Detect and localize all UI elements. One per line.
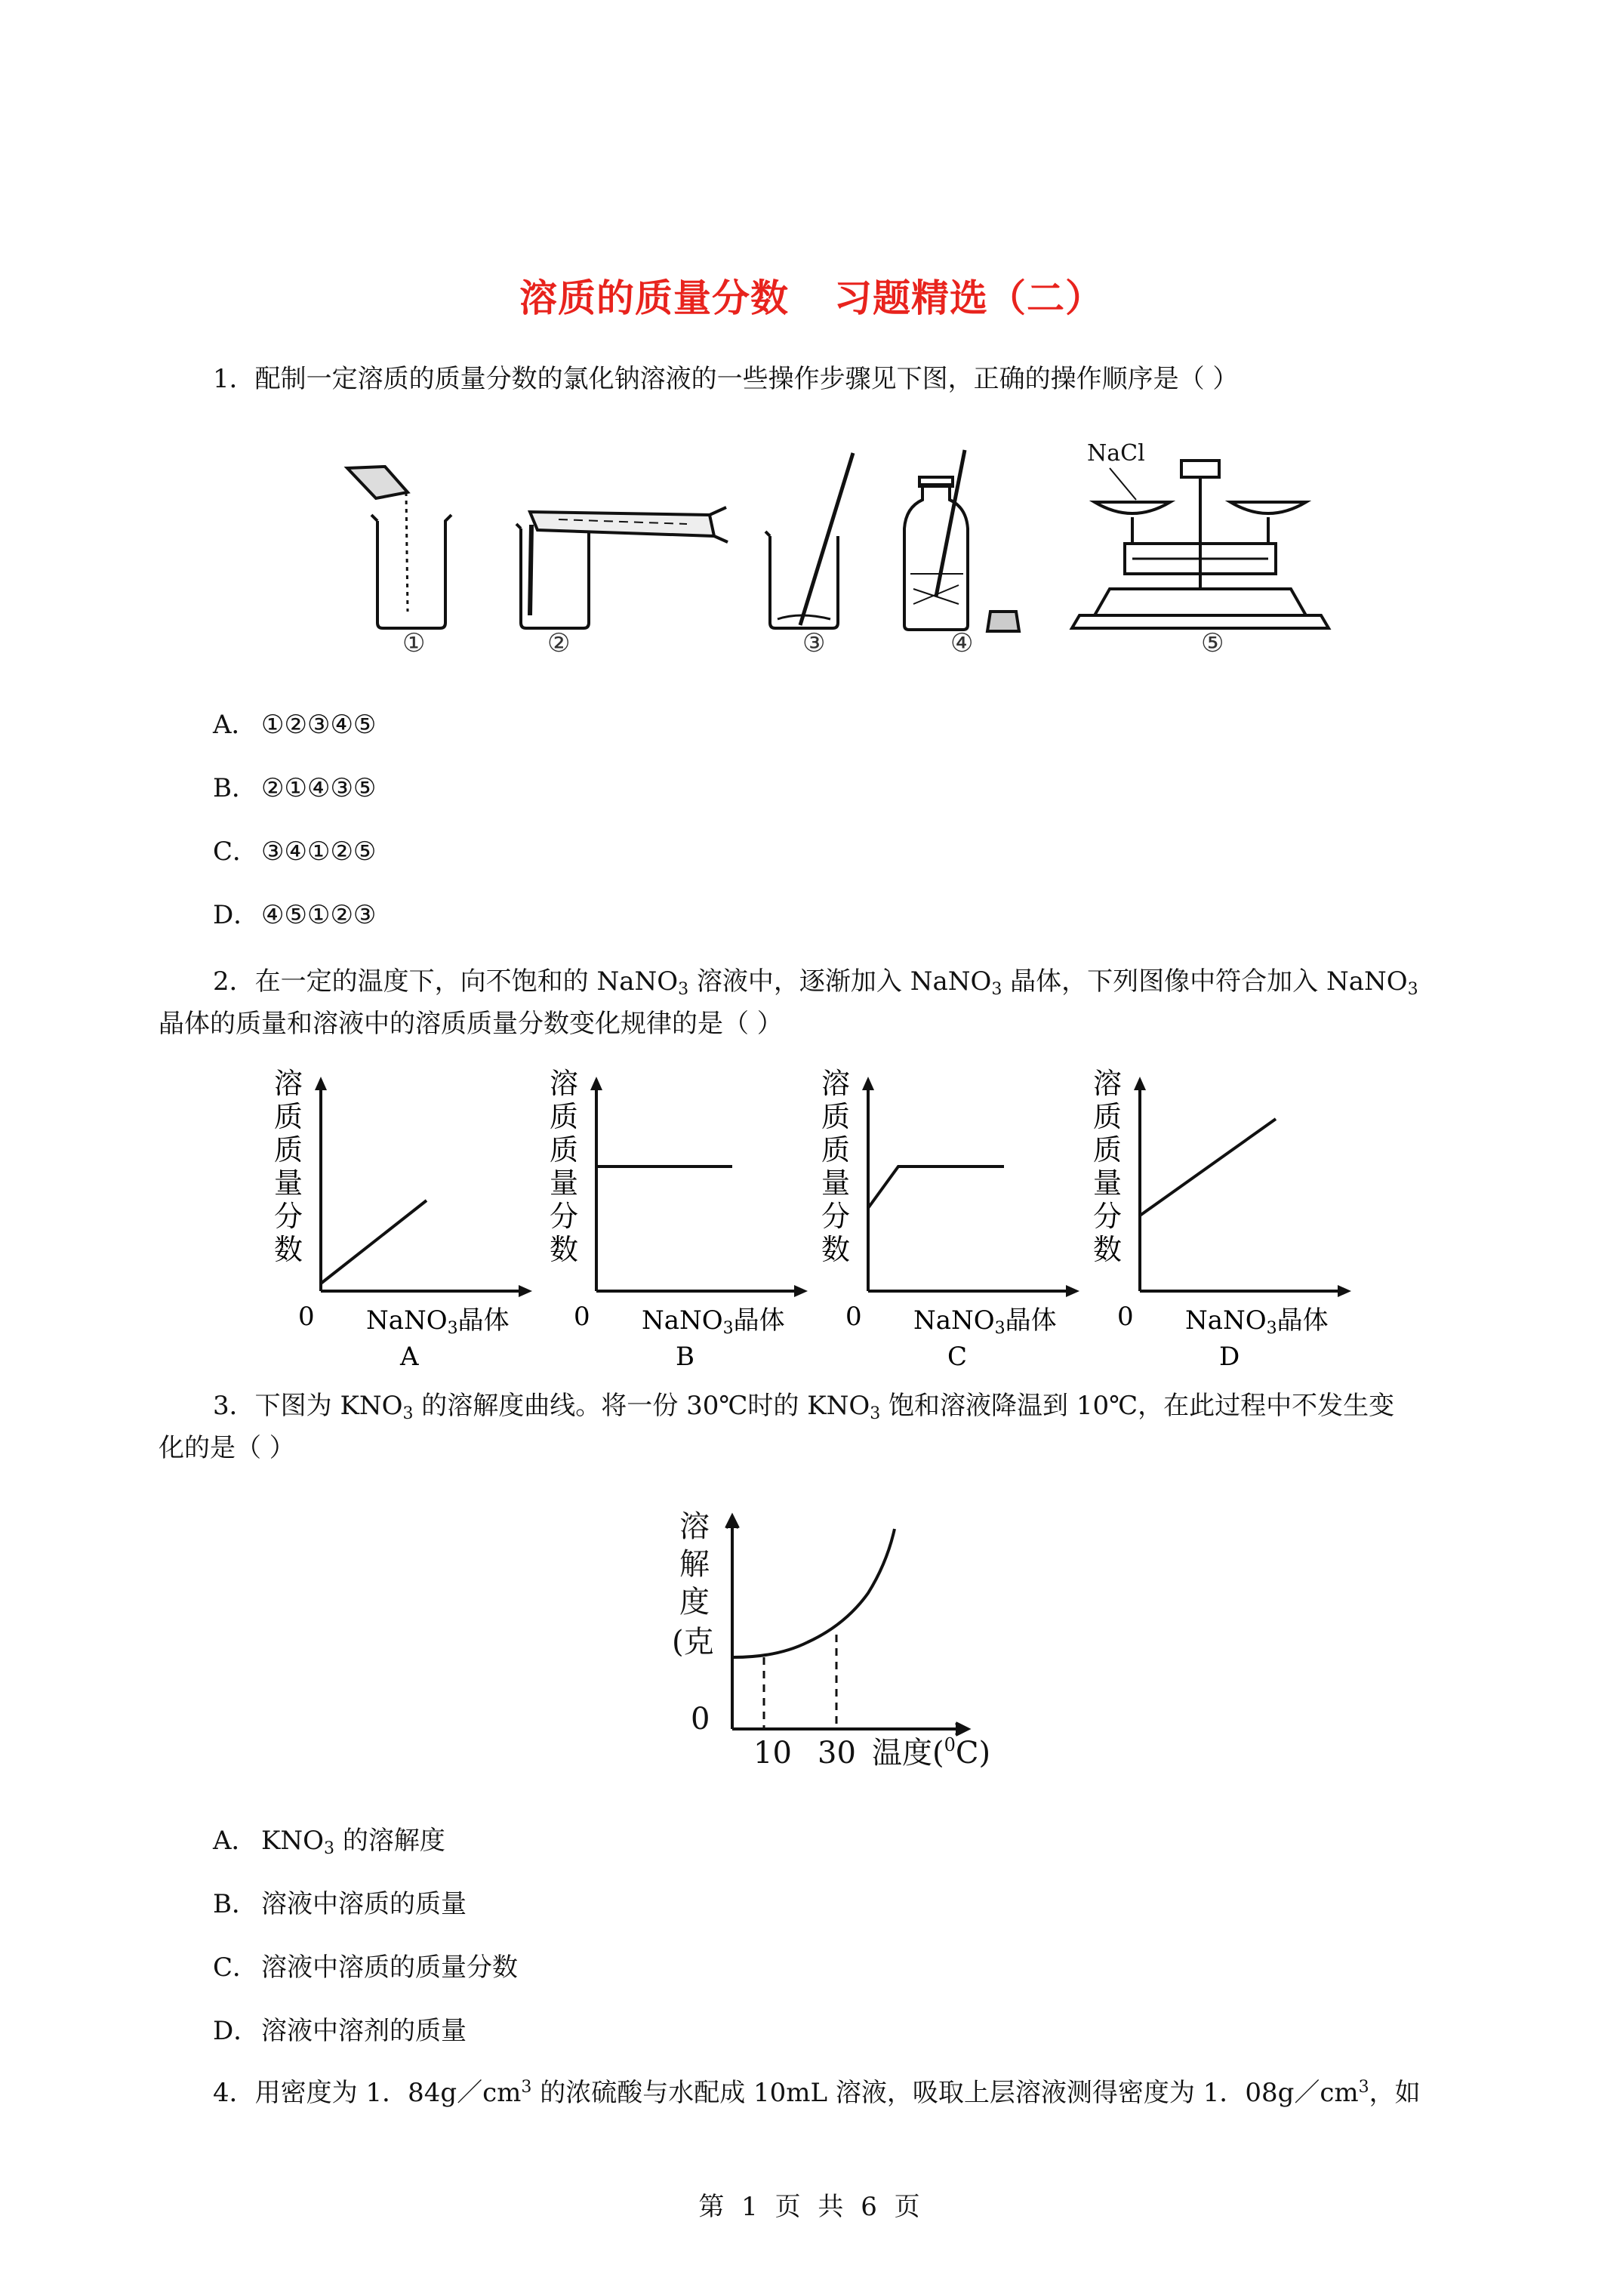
q1-option-a[interactable]: A． ①②③④⑤ [213, 710, 377, 740]
svg-text:温度(0C): 温度($^0$C) [872, 1734, 991, 1771]
x-axis-label: NaNO3晶体 [366, 1305, 510, 1338]
y-axis-label-char: 数 [550, 1233, 579, 1266]
title-sub: 习题精选（二） [834, 276, 1104, 320]
svg-text:解: 解 [679, 1547, 710, 1582]
origin-label: 0 [298, 1302, 315, 1332]
question-3-line1: 3．下图为 $KNO_3$ 的溶解度曲线。将一份 30℃时的 $KNO_3$ 饱和溶液降温到 10℃，在此过程中不发生变 [213, 1391, 1395, 1423]
title-main: 溶质的质量分数 [519, 276, 789, 320]
y-axis-label-char: 质 [274, 1100, 303, 1133]
q3-option-a[interactable]: A． $KNO_3$ 的溶解度 [213, 1826, 445, 1858]
x-axis-label: NaNO3晶体 [642, 1305, 785, 1338]
y-axis-label-char: 质 [274, 1133, 303, 1166]
step-label-3: ③ [802, 628, 826, 658]
q2-graph-b [544, 1065, 815, 1367]
step-label-1: ① [402, 628, 426, 658]
q2-graph-d [1087, 1065, 1359, 1367]
q1-option-d[interactable]: D．④⑤①②③ [213, 900, 377, 930]
question-3-line2: 化的是（ ） [159, 1433, 295, 1463]
question-2-line2: 晶体的质量和溶液中的溶质质量分数变化规律的是（ ） [159, 1009, 783, 1039]
q3-option-d[interactable]: D．溶液中溶剂的质量 [213, 2016, 467, 2046]
q2-curve [868, 1166, 1004, 1208]
y-axis-label-char: 质 [821, 1100, 851, 1133]
x-axis-label: NaNO3晶体 [1185, 1305, 1329, 1338]
origin-label: 0 [845, 1302, 862, 1332]
y-axis-label-char: 质 [550, 1100, 579, 1133]
question-2-line1: 2．在一定的温度下，向不饱和的 NaNO$_3$ 溶液中，逐渐加入 NaNO$_3$ 晶体，下列图像中符合加入 NaNO$_3$ [213, 966, 1418, 999]
reagent-bottle-icon [904, 450, 1019, 631]
q1-apparatus-figure [332, 430, 1374, 642]
y-axis-label-char: 溶 [1093, 1067, 1123, 1100]
y-axis-label-char: 量 [550, 1166, 579, 1200]
y-axis-label-char: 质 [1093, 1133, 1123, 1166]
question-4-line1: 4．用密度为 1．$84g/cm^3$ 的浓硫酸与水配成 10mL 溶液，吸取上层溶液测得密度为 1．$08g/cm^3$，如 [213, 2078, 1421, 2108]
graph-name: A [400, 1342, 419, 1367]
graph-name: D [1219, 1342, 1240, 1367]
page-footer: 第 1 页 共 6 页 [698, 2192, 925, 2222]
y-axis-label-char: 溶 [821, 1067, 851, 1100]
svg-text:溶: 溶 [679, 1509, 710, 1544]
origin-label: 0 [1117, 1302, 1134, 1332]
y-axis-label-char: 质 [821, 1133, 851, 1166]
q2-graph-a [268, 1065, 540, 1367]
q3-option-c[interactable]: C． 溶液中溶质的质量分数 [213, 1952, 518, 1983]
question-1: 1．配制一定溶质的质量分数的氯化钠溶液的一些操作步骤见下图，正确的操作顺序是（ ） [213, 364, 1239, 394]
svg-text:10: 10 [753, 1736, 792, 1771]
q3-solubility-graph [664, 1502, 1057, 1782]
y-axis-label-char: 质 [1093, 1100, 1123, 1133]
y-axis-label-char: 分 [821, 1200, 851, 1233]
y-axis-label-char: 质 [550, 1133, 579, 1166]
nacl-label: NaCl [1087, 440, 1145, 467]
y-axis-label-char: 分 [274, 1200, 303, 1233]
y-axis-label-char: 溶 [274, 1067, 303, 1100]
step-label-5: ⑤ [1201, 628, 1224, 658]
y-axis-label-char: 数 [274, 1233, 303, 1266]
y-axis-label-char: 量 [1093, 1166, 1123, 1200]
y-axis-label-char: 数 [1093, 1233, 1123, 1266]
y-axis-label-char: 溶 [550, 1067, 579, 1100]
balance-icon [1072, 440, 1329, 628]
y-axis-label-char: 分 [550, 1200, 579, 1233]
page-title [0, 268, 1623, 322]
y-axis-label-char: 量 [274, 1166, 303, 1200]
svg-text:度: 度 [679, 1585, 710, 1620]
q2-curve [321, 1200, 427, 1284]
beaker-with-paper-icon [347, 467, 451, 628]
beaker-stirring-icon [765, 453, 853, 628]
q2-graph-c [815, 1065, 1087, 1367]
y-axis-label-char: 分 [1093, 1200, 1123, 1233]
svg-text:30: 30 [818, 1736, 856, 1771]
q1-option-c[interactable]: C． ③④①②⑤ [213, 837, 377, 867]
q1-option-b[interactable]: B． ②①④③⑤ [213, 773, 377, 803]
cylinder-pouring-icon [516, 507, 728, 628]
q2-curve [1140, 1119, 1276, 1216]
step-label-2: ② [547, 628, 571, 658]
graph-name: C [947, 1342, 968, 1367]
step-label-4: ④ [950, 628, 974, 658]
x-axis-label: NaNO3晶体 [913, 1305, 1057, 1338]
graph-name: B [676, 1342, 694, 1367]
svg-text:(克: (克 [672, 1625, 714, 1660]
q3-option-b[interactable]: B． 溶液中溶质的质量 [213, 1889, 467, 1919]
y-axis-label-char: 量 [821, 1166, 851, 1200]
svg-text:0: 0 [691, 1702, 710, 1737]
origin-label: 0 [574, 1302, 590, 1332]
y-axis-label-char: 数 [821, 1233, 851, 1266]
